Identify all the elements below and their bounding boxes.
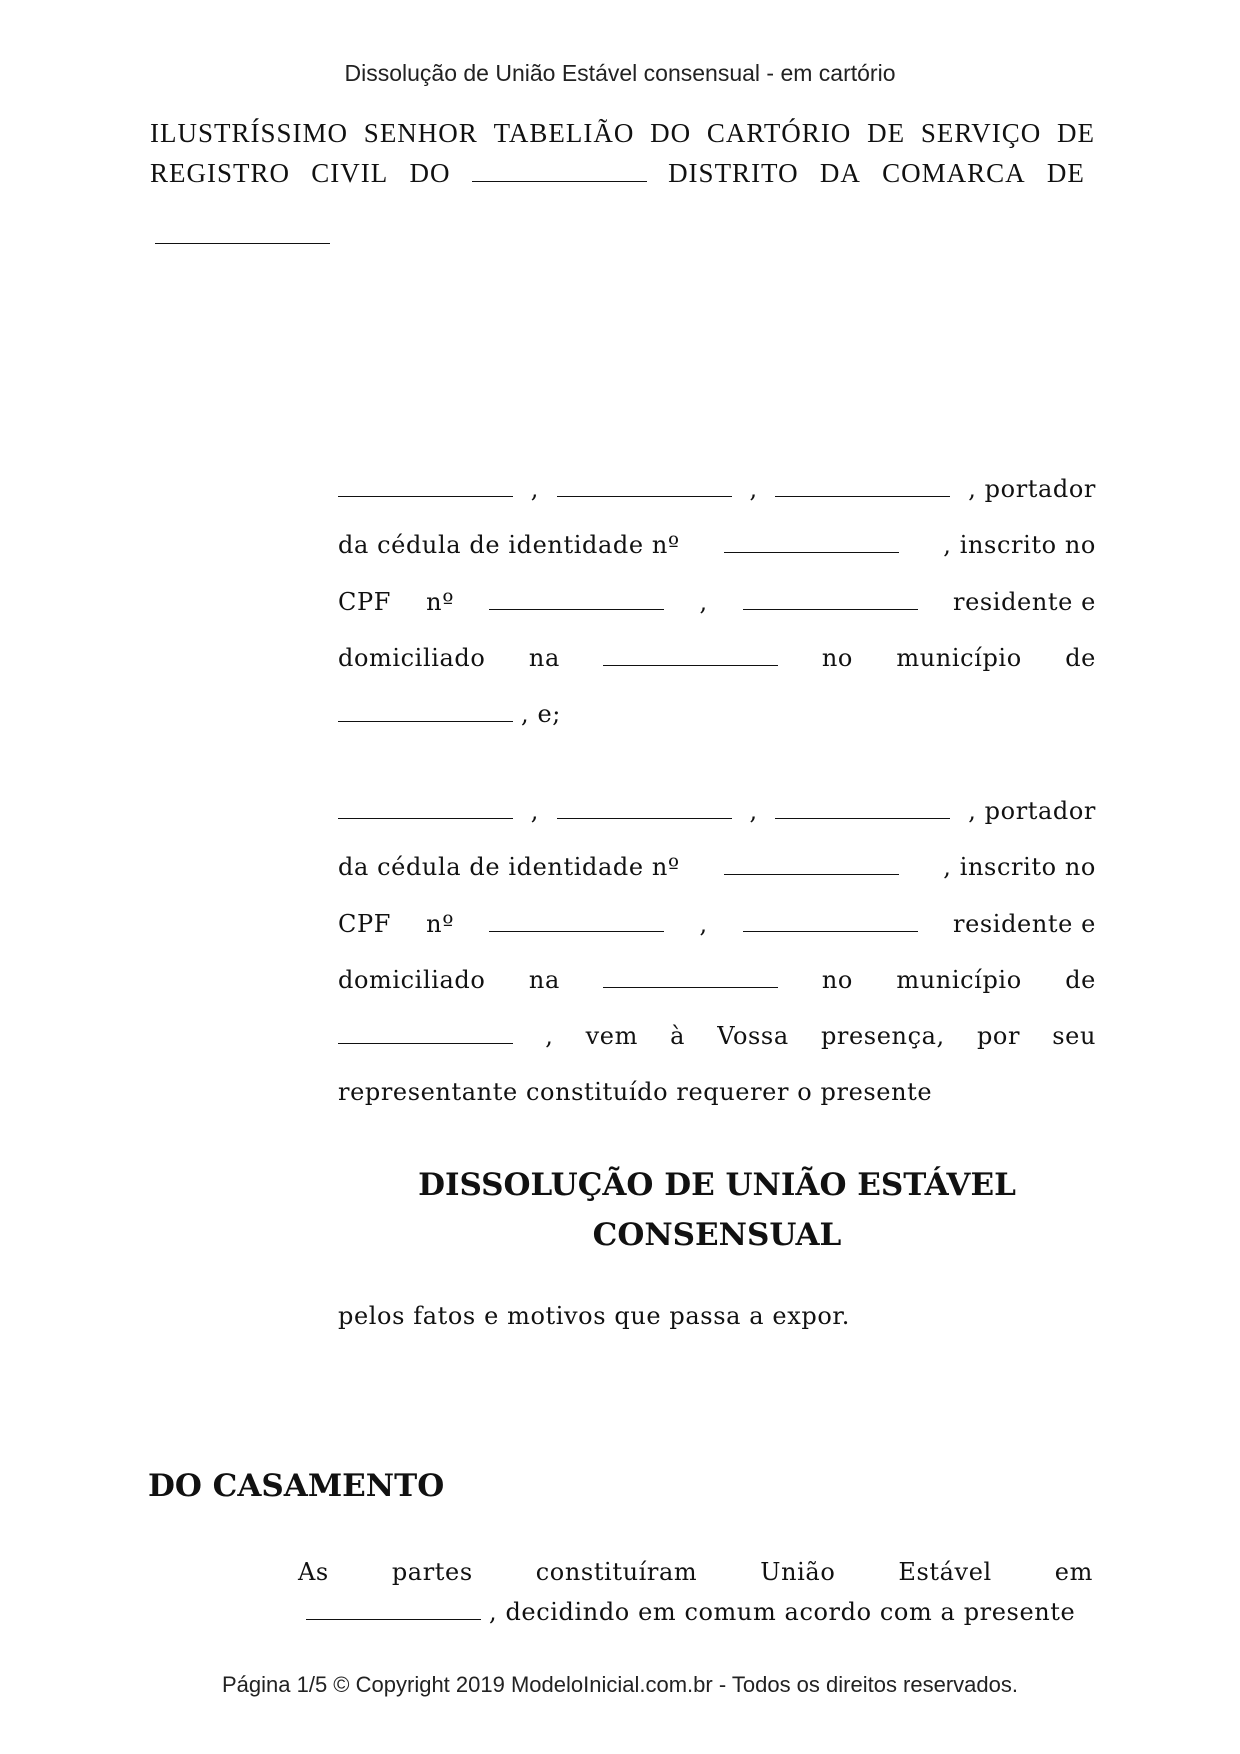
text: , portador (968, 797, 1096, 825)
party-row (338, 531, 1096, 587)
addressee-word: DA (819, 158, 861, 188)
civil-status-blank[interactable] (775, 495, 950, 497)
district-blank[interactable] (472, 180, 647, 182)
text: Estável (898, 1558, 992, 1586)
text: município (896, 965, 1022, 994)
text: de (1065, 965, 1096, 994)
addressee-word: CARTÓRIO (706, 118, 852, 148)
id-number-blank[interactable] (724, 873, 899, 875)
text: no (821, 965, 853, 994)
city-blank[interactable] (338, 1042, 513, 1044)
party-row (338, 588, 1096, 644)
text: nº (426, 909, 455, 938)
party-row (338, 644, 1096, 700)
addressee-word: ILUSTRÍSSIMO (150, 118, 349, 148)
text: CPF (338, 909, 391, 938)
text: presença, (820, 1022, 945, 1051)
text: da cédula de identidade nº (338, 531, 680, 560)
party-row (338, 797, 1096, 853)
text: As (298, 1558, 329, 1586)
addressee-word: DO (650, 118, 692, 148)
addressee-word: SENHOR (363, 118, 478, 148)
text: da cédula de identidade nº (338, 853, 680, 882)
text: CPF (338, 587, 391, 616)
text: residente e (953, 909, 1096, 938)
text: residente e (953, 587, 1096, 616)
nationality-blank[interactable] (557, 495, 732, 497)
page-header: Dissolução de União Estável consensual - em cartório (344, 60, 896, 86)
profession-blank[interactable] (743, 608, 918, 610)
text: por (976, 1022, 1021, 1051)
text: , e; (521, 700, 561, 729)
party-row (338, 475, 1096, 531)
paragraph-row (298, 1558, 1093, 1598)
addressee-word: REGISTRO (150, 158, 291, 188)
comma: , (749, 475, 758, 503)
party-row (338, 853, 1096, 909)
section-paragraph (298, 1558, 1093, 1638)
addressee-word: CIVIL (311, 158, 389, 188)
title-line: DISSOLUÇÃO DE UNIÃO ESTÁVEL (418, 1167, 1016, 1203)
text: constituíram (535, 1558, 698, 1586)
address-blank[interactable] (603, 664, 778, 666)
cpf-blank[interactable] (489, 608, 664, 610)
text: seu (1052, 1022, 1096, 1051)
party-row (338, 1022, 1096, 1078)
addressee-word: DE (867, 118, 906, 148)
name-blank[interactable] (338, 495, 513, 497)
addressee-block (150, 118, 1095, 198)
addressee-word: TABELIÃO (493, 118, 635, 148)
cpf-blank[interactable] (489, 930, 664, 932)
text: Vossa (717, 1022, 789, 1051)
document-title (338, 1160, 1096, 1260)
date-blank[interactable] (306, 1618, 481, 1620)
profession-blank[interactable] (743, 930, 918, 932)
comarca-blank[interactable] (155, 243, 330, 244)
text: à (670, 1022, 686, 1051)
title-line: CONSENSUAL (592, 1217, 842, 1253)
civil-status-blank[interactable] (775, 817, 950, 819)
party-2-block (338, 797, 1096, 1135)
text: nº (426, 587, 455, 616)
paragraph-row (298, 1598, 1093, 1638)
party-row (338, 910, 1096, 966)
section-heading: DO CASAMENTO (148, 1468, 445, 1504)
name-blank[interactable] (338, 817, 513, 819)
text: em (1054, 1558, 1093, 1586)
text: União (760, 1558, 836, 1586)
address-blank[interactable] (603, 986, 778, 988)
text: partes (391, 1558, 473, 1586)
addressee-word: DO (409, 158, 451, 188)
comma: , (699, 587, 708, 616)
addressee-line-2 (150, 158, 1085, 198)
addressee-word: DE (1056, 118, 1095, 148)
addressee-word: SERVIÇO (920, 118, 1042, 148)
party-row (338, 1078, 1096, 1134)
nationality-blank[interactable] (557, 817, 732, 819)
comma: , (699, 909, 708, 938)
text: representante constituído requerer o presente (338, 1078, 933, 1107)
intro-sentence: pelos fatos e motivos que passa a expor. (338, 1302, 851, 1330)
party-row (338, 966, 1096, 1022)
text: na (528, 643, 560, 672)
comma: , (749, 797, 758, 825)
id-number-blank[interactable] (724, 551, 899, 553)
city-blank[interactable] (338, 720, 513, 722)
text: domiciliado (338, 643, 486, 672)
text: vem (585, 1022, 638, 1051)
party-1-block (338, 475, 1096, 756)
text: de (1065, 643, 1096, 672)
page-footer: Página 1/5 © Copyright 2019 ModeloInicial.com.br - Todos os direitos reservados. (222, 1672, 1018, 1697)
party-row (338, 700, 1096, 756)
comma: , (530, 797, 539, 825)
text: município (896, 643, 1022, 672)
addressee-word: COMARCA (882, 158, 1026, 188)
text: no (821, 643, 853, 672)
text: domiciliado (338, 965, 486, 994)
addressee-word: DISTRITO (668, 158, 799, 188)
text: , portador (968, 475, 1096, 503)
comma: , (545, 1022, 554, 1051)
text: , inscrito no (943, 531, 1096, 560)
text: na (528, 965, 560, 994)
addressee-line-1 (150, 118, 1095, 158)
text: , inscrito no (943, 853, 1096, 882)
comma: , (530, 475, 539, 503)
text: , decidindo em comum acordo com a presente (489, 1598, 1076, 1626)
addressee-word: DE (1046, 158, 1085, 188)
